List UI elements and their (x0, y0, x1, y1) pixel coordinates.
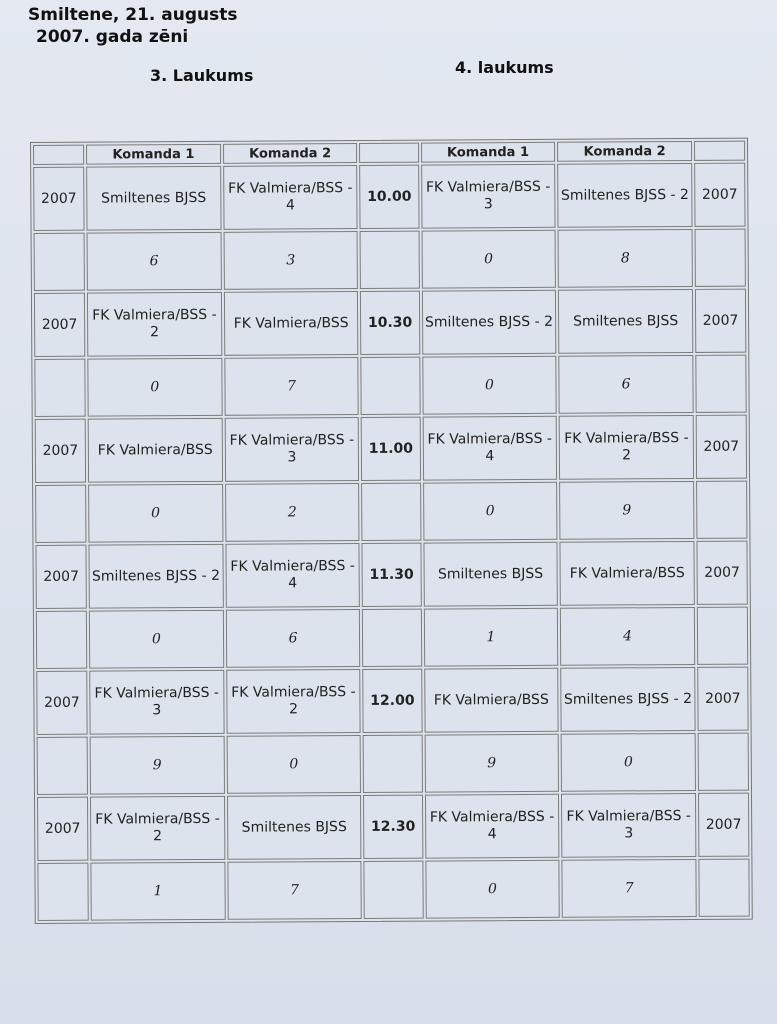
match-row (37, 793, 749, 861)
kickoff-time-cell: 12.00 (363, 669, 423, 733)
field4-team2-cell: FK Valmiera/BSS - 2 (559, 415, 694, 480)
score-blank-cell (363, 735, 423, 793)
year-right-cell: 2007 (695, 289, 746, 353)
year-right-cell: 2007 (694, 163, 745, 227)
field3-team2-score: 3 (223, 231, 358, 290)
field4-team1-score: 9 (424, 734, 559, 793)
field3-team1-cell: FK Valmiera/BSS (88, 418, 223, 483)
heading-age-group: 2007. gada zēni (36, 27, 189, 47)
field4-team1-score: 0 (423, 482, 558, 541)
kickoff-time-cell: 12.30 (363, 795, 423, 859)
field4-team1-score: 0 (422, 356, 557, 415)
field3-team2-cell: FK Valmiera/BSS - 4 (225, 543, 360, 608)
field3-team2-cell: FK Valmiera/BSS (224, 291, 359, 356)
header-cell-field4-team2: Komanda 2 (557, 141, 692, 162)
field3-team1-cell: Smiltenes BJSS - 2 (88, 544, 223, 609)
year-left-cell: 2007 (36, 671, 87, 735)
field4-team2-cell: Smiltenes BJSS - 2 (557, 163, 692, 228)
field3-team1-cell: Smiltenes BJSS (86, 166, 221, 231)
field3-team1-cell: FK Valmiera/BSS - 2 (87, 292, 222, 357)
match-row (35, 415, 747, 483)
header-cell-field4-team1: Komanda 1 (421, 142, 556, 163)
score-blank-cell (697, 607, 748, 665)
field4-team2-cell: Smiltenes BJSS (558, 289, 693, 354)
match-row (33, 163, 745, 231)
header-cell-blank (33, 145, 84, 165)
field3-team1-score: 0 (87, 358, 222, 417)
field-4-title: 4. laukums (455, 58, 554, 77)
field3-team1-score: 1 (90, 862, 225, 921)
field4-team2-cell: Smiltenes BJSS - 2 (560, 667, 695, 732)
score-blank-cell (34, 359, 85, 417)
score-blank-cell (362, 609, 422, 667)
score-blank-cell (364, 861, 424, 919)
match-row (34, 289, 746, 357)
match-row (36, 667, 748, 735)
header-cell-field3-team2: Komanda 2 (223, 143, 358, 164)
kickoff-time-cell: 10.00 (360, 165, 420, 229)
field3-team2-score: 7 (227, 861, 362, 920)
field3-team2-score: 7 (224, 357, 359, 416)
field4-team1-cell: Smiltenes BJSS (423, 542, 558, 607)
table-header-row (33, 141, 745, 165)
field3-team2-score: 6 (226, 609, 361, 668)
field3-team1-score: 0 (88, 484, 223, 543)
score-blank-cell (361, 357, 421, 415)
year-left-cell: 2007 (33, 167, 84, 231)
score-blank-cell (35, 485, 86, 543)
year-left-cell: 2007 (35, 419, 86, 483)
field3-team1-score: 9 (90, 736, 225, 795)
field3-team1-cell: FK Valmiera/BSS - 2 (90, 796, 225, 861)
field4-team1-cell: FK Valmiera/BSS - 3 (421, 164, 556, 229)
field3-team2-cell: Smiltenes BJSS (227, 795, 362, 860)
field4-team1-score: 1 (423, 608, 558, 667)
header-cell-blank-right (694, 141, 745, 161)
year-right-cell: 2007 (696, 415, 747, 479)
field4-team1-cell: FK Valmiera/BSS - 4 (422, 416, 557, 481)
field3-team2-score: 2 (225, 483, 360, 542)
score-row (34, 229, 746, 291)
field4-team2-score: 6 (559, 355, 694, 414)
field4-team1-cell: FK Valmiera/BSS - 4 (425, 794, 560, 859)
year-right-cell: 2007 (697, 667, 748, 731)
schedule-table (30, 138, 753, 924)
header-cell-field3-team1: Komanda 1 (86, 144, 221, 165)
field4-team2-score: 7 (562, 859, 697, 918)
field3-team1-score: 6 (87, 232, 222, 291)
score-row (36, 607, 748, 669)
score-blank-cell (696, 481, 747, 539)
field3-team2-cell: FK Valmiera/BSS - 3 (224, 417, 359, 482)
field3-team2-cell: FK Valmiera/BSS - 4 (223, 165, 358, 230)
field4-team2-cell: FK Valmiera/BSS (560, 541, 695, 606)
field3-team1-score: 0 (89, 610, 224, 669)
score-row (35, 481, 747, 543)
field4-team1-score: 0 (425, 860, 560, 919)
field4-team2-cell: FK Valmiera/BSS - 3 (561, 793, 696, 858)
field4-team1-cell: Smiltenes BJSS - 2 (421, 290, 556, 355)
year-left-cell: 2007 (37, 797, 88, 861)
sheet-heading (28, 4, 238, 48)
field4-team1-cell: FK Valmiera/BSS (424, 668, 559, 733)
field4-team2-score: 8 (558, 229, 693, 288)
field3-team1-cell: FK Valmiera/BSS - 3 (89, 670, 224, 735)
field-3-title: 3. Laukums (150, 66, 254, 85)
score-blank-cell (698, 733, 749, 791)
score-blank-cell (361, 483, 421, 541)
kickoff-time-cell: 11.30 (362, 543, 422, 607)
kickoff-time-cell: 10.30 (360, 291, 420, 355)
year-left-cell: 2007 (34, 293, 85, 357)
year-left-cell: 2007 (35, 545, 86, 609)
score-blank-cell (34, 233, 85, 291)
score-row (37, 733, 749, 795)
match-row (35, 541, 747, 609)
field4-team2-score: 0 (561, 733, 696, 792)
heading-location-date: Smiltene, 21. augusts (28, 5, 238, 25)
header-cell-time (359, 143, 418, 163)
kickoff-time-cell: 11.00 (361, 417, 421, 481)
score-blank-cell (36, 611, 87, 669)
score-blank-cell (698, 859, 749, 917)
year-right-cell: 2007 (698, 793, 749, 857)
score-blank-cell (694, 229, 745, 287)
field4-team2-score: 9 (559, 481, 694, 540)
score-blank-cell (37, 737, 88, 795)
score-row (37, 859, 749, 921)
field3-team2-cell: FK Valmiera/BSS - 2 (226, 669, 361, 734)
year-right-cell: 2007 (696, 541, 747, 605)
score-blank-cell (360, 231, 420, 289)
score-row (34, 355, 746, 417)
score-blank-cell (37, 863, 88, 921)
field4-team1-score: 0 (421, 230, 556, 289)
score-blank-cell (695, 355, 746, 413)
field3-team2-score: 0 (226, 735, 361, 794)
field4-team2-score: 4 (560, 607, 695, 666)
